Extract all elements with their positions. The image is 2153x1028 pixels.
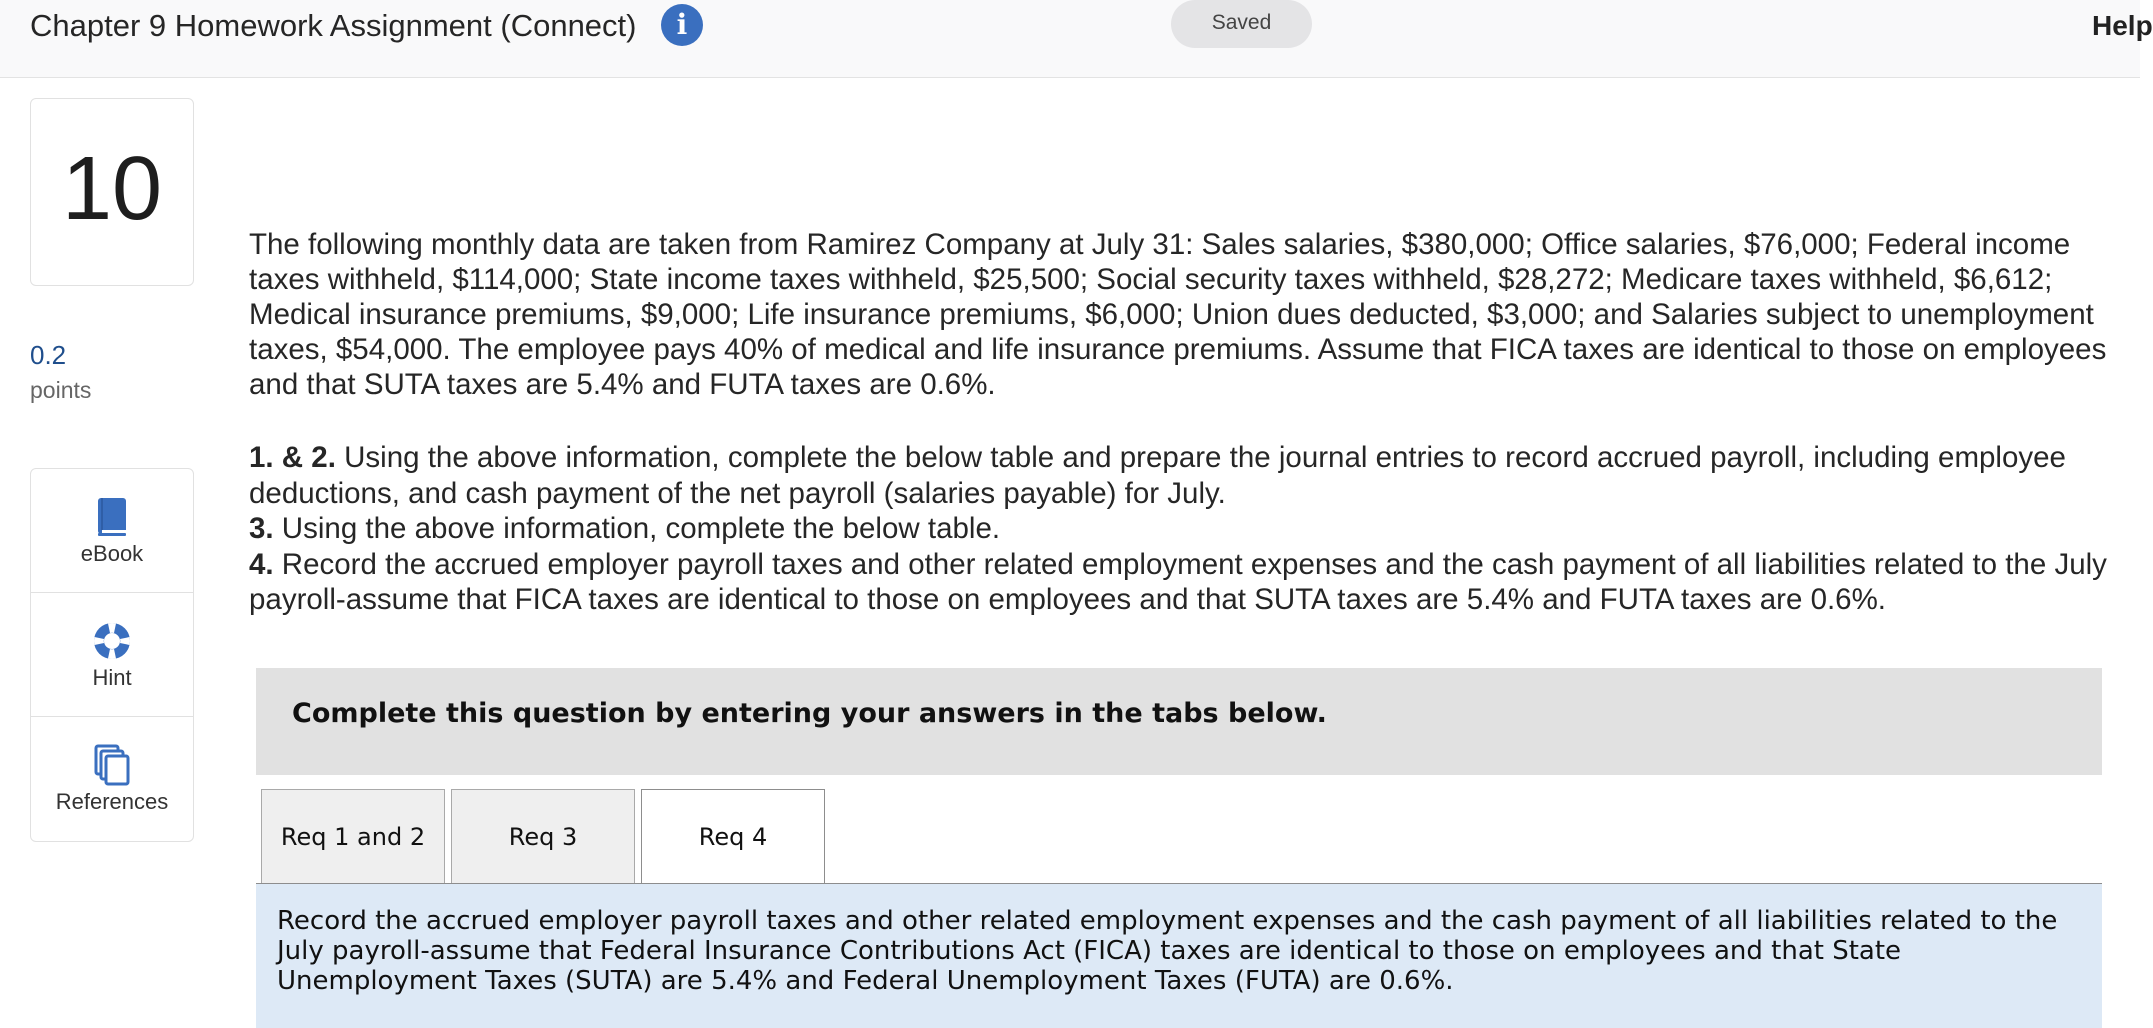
references-button[interactable] <box>31 717 193 840</box>
instruction-item <box>249 440 2129 511</box>
tab-content-req-4 <box>256 884 2102 1028</box>
info-icon[interactable]: i <box>661 4 703 46</box>
instruction-label: 4. <box>249 547 274 581</box>
tab-req-3[interactable]: Req 3 <box>451 789 635 885</box>
question-tools <box>30 468 194 842</box>
hint-button[interactable] <box>31 593 193 717</box>
tab-req-4[interactable]: Req 4 <box>641 789 825 886</box>
lifebuoy-icon <box>90 619 134 663</box>
top-bar <box>0 0 2153 78</box>
documents-icon <box>90 743 134 787</box>
points-value: 0.2 <box>30 340 67 370</box>
points-label: points <box>30 377 92 403</box>
assignment-title: Chapter 9 Homework Assignment (Connect) <box>30 8 637 43</box>
instructions <box>249 440 2129 618</box>
instruction-item <box>249 547 2129 618</box>
references-label: References <box>55 789 169 814</box>
instruction-label: 3. <box>249 512 274 545</box>
question-number-card <box>30 98 194 286</box>
instruction-text: Using the above information, complete the below table and prepare the journal entries to record accrued payroll, including employee deductions, and cash payment of the net payroll (salaries payable) for July. <box>249 441 2066 510</box>
instruction-item <box>249 511 2129 547</box>
tab-req-1-and-2[interactable]: Req 1 and 2 <box>261 789 445 885</box>
book-icon <box>90 495 134 539</box>
answer-panel-heading: Complete this question by entering your answers in the tabs below. <box>292 698 1327 729</box>
problem-statement: The following monthly data are taken from Ramirez Company at July 31: Sales salaries, $380,000; Office salaries, $76,000; Federal income taxes withheld, $114,000; State income taxes withheld, $25,500; Social security taxes withheld, $28,272; Medicare taxes withheld, $6,612; Medical insurance premiums, $9,000; Life insurance premiums, $6,000; Union dues deducted, $3,000; and Salaries subject to unemployment taxes, $54,000. The employee pays 40% of medical and life insurance premiums. Assume that FICA taxes are identical to those on employees and that SUTA taxes are 5.4% and FUTA taxes are 0.6%. <box>249 228 2107 401</box>
ebook-button[interactable] <box>31 469 193 593</box>
question-number: 10 <box>61 139 163 239</box>
instruction-label: 1. & 2. <box>249 441 336 474</box>
req-4-instructions: Record the accrued employer payroll taxes and other related employment expenses and the cash payment of all liabilities related to the July payroll-assume that Federal Insurance Contributions Act (FICA) taxes are identical to those on employees and that State Unemployment Taxes (SUTA) are 5.4% and Federal Unemployment Taxes (FUTA) are 0.6%. <box>277 906 2058 996</box>
saved-status-badge: Saved <box>1171 0 1312 48</box>
answer-panel-header <box>256 668 2102 775</box>
instruction-text: Using the above information, complete the below table. <box>273 512 1001 545</box>
hint-label: Hint <box>92 665 132 690</box>
ebook-label: eBook <box>80 541 144 566</box>
instruction-text: Record the accrued employer payroll taxes and other related employment expenses and the cash payment of all liabilities related to the July payroll-assume that FICA taxes are identical to those on employees and that SUTA taxes are 5.4% and FUTA taxes are 0.6%. <box>249 547 2107 616</box>
help-link[interactable]: Help <box>2092 10 2153 41</box>
